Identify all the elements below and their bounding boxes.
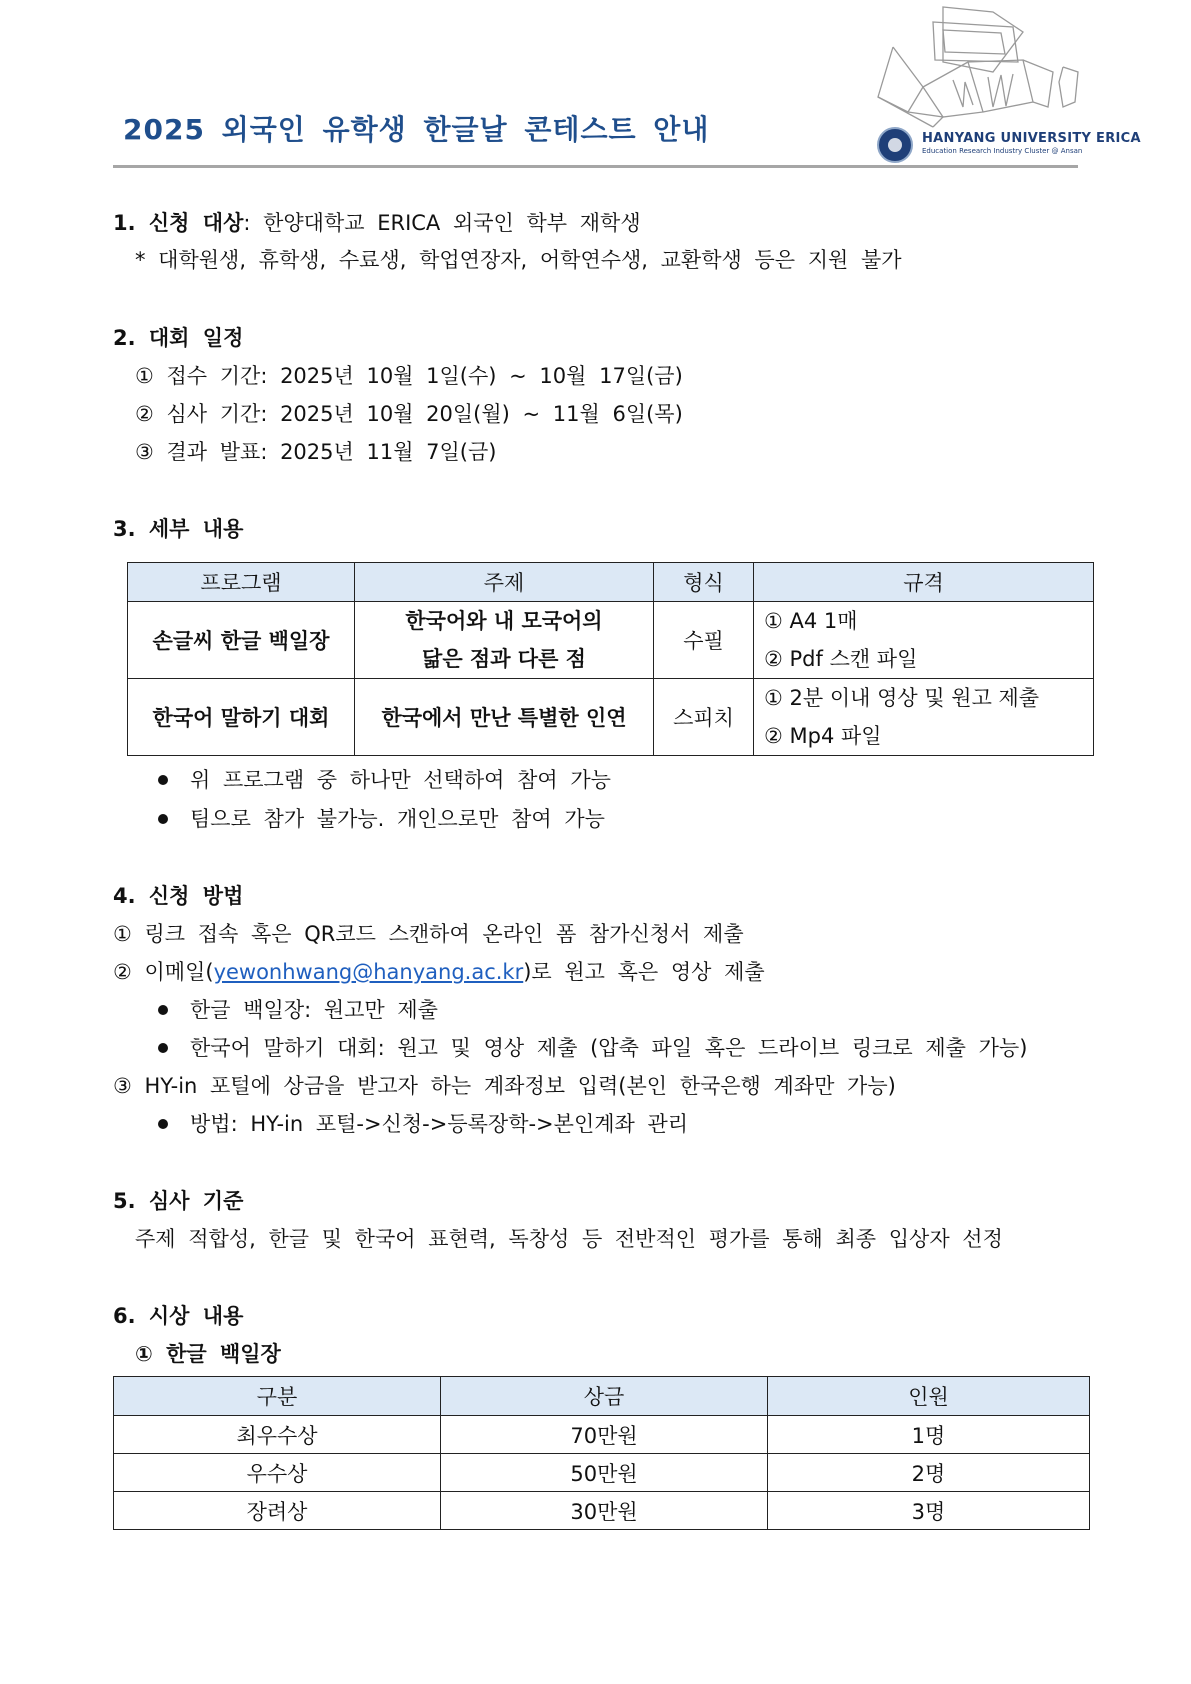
- topic-cell: 한국에서 만난 특별한 인연: [355, 679, 654, 756]
- schedule-item: ③ 결과 발표: 2025년 11월 7일(금): [135, 440, 497, 464]
- bullet-text: 한글 백일장: 원고만 제출: [190, 998, 438, 1022]
- apply-item: ① 링크 접속 혹은 QR코드 스캔하여 온라인 폼 참가신청서 제출: [113, 922, 744, 946]
- bullet-item: [158, 803, 605, 833]
- apply-item: ③ HY-in 포털에 상금을 받고자 하는 계좌정보 입력(본인 한국은행 계좌만 가능): [113, 1074, 896, 1098]
- table-cell: 1명: [768, 1416, 1090, 1454]
- university-seal-icon: [877, 127, 913, 163]
- logo-subtitle: Education Research Industry Cluster @ Ansan: [922, 147, 1083, 155]
- section-6-subheading: ① 한글 백일장: [135, 1342, 281, 1366]
- table-header-cell: 형식: [654, 563, 754, 602]
- section-6-heading: 6. 시상 내용: [113, 1304, 244, 1328]
- spec-line: ② Mp4 파일: [764, 724, 882, 748]
- table-header-cell: 구분: [114, 1377, 441, 1416]
- table-header-row: [128, 563, 1094, 602]
- spec-line: ① A4 1매: [764, 609, 858, 633]
- bullet-item: [158, 994, 438, 1024]
- email-link[interactable]: yewonhwang@hanyang.ac.kr: [213, 960, 524, 984]
- bullet-text: 방법: HY-in 포털->신청->등록장학->본인계좌 관리: [190, 1112, 689, 1136]
- table-header-row: [114, 1377, 1090, 1416]
- table-header-cell: 프로그램: [128, 563, 355, 602]
- format-cell: 수필: [654, 602, 754, 679]
- topic-cell: [355, 602, 654, 679]
- topic-line: 닮은 점과 다른 점: [422, 647, 586, 671]
- section-1-text: : 한양대학교 ERICA 외국인 학부 재학생: [243, 211, 641, 235]
- table-header-cell: 상금: [441, 1377, 768, 1416]
- table-cell: 우수상: [114, 1454, 441, 1492]
- apply-item: [113, 956, 765, 986]
- apply-item-text: ② 이메일(: [113, 960, 214, 984]
- section-5-heading: 5. 심사 기준: [113, 1189, 244, 1213]
- table-header-cell: 규격: [754, 563, 1094, 602]
- prize-table: [113, 1376, 1090, 1530]
- bullet-item: [158, 764, 611, 794]
- section-1-line: [113, 207, 641, 237]
- table-header-cell: 인원: [768, 1377, 1090, 1416]
- table-cell: 50만원: [441, 1454, 768, 1492]
- program-details-table: [127, 562, 1094, 756]
- table-row: [114, 1454, 1090, 1492]
- table-cell: 장려상: [114, 1492, 441, 1530]
- bullet-item: [158, 1108, 688, 1138]
- topic-line: 한국어와 내 모국어의: [405, 609, 603, 633]
- bullet-dot-icon: [158, 1043, 168, 1053]
- bullet-dot-icon: [158, 775, 168, 785]
- table-row: [114, 1416, 1090, 1454]
- table-row: [128, 602, 1094, 679]
- bullet-dot-icon: [158, 1119, 168, 1129]
- section-5-text: 주제 적합성, 한글 및 한국어 표현력, 독창성 등 전반적인 평가를 통해 최종 입상자 선정: [135, 1227, 1003, 1251]
- logo-name: HANYANG UNIVERSITY ERICA: [922, 131, 1141, 146]
- bullet-text: 위 프로그램 중 하나만 선택하여 참여 가능: [190, 768, 611, 792]
- bullet-text: 한국어 말하기 대회: 원고 및 영상 제출 (압축 파일 혹은 드라이브 링크로 제출 가능): [190, 1036, 1028, 1060]
- section-1-label: 1. 신청 대상: [113, 211, 244, 235]
- schedule-item: ① 접수 기간: 2025년 10월 1일(수) ~ 10월 17일(금): [135, 364, 683, 388]
- format-cell: 스피치: [654, 679, 754, 756]
- section-2-heading: 2. 대회 일정: [113, 326, 244, 350]
- bullet-dot-icon: [158, 814, 168, 824]
- table-cell: 30만원: [441, 1492, 768, 1530]
- section-3-heading: 3. 세부 내용: [113, 517, 244, 541]
- spec-cell: [754, 679, 1094, 756]
- table-cell: 최우수상: [114, 1416, 441, 1454]
- spec-line: ① 2분 이내 영상 및 원고 제출: [764, 686, 1040, 710]
- section-4-heading: 4. 신청 방법: [113, 884, 244, 908]
- table-row: [114, 1492, 1090, 1530]
- table-cell: 3명: [768, 1492, 1090, 1530]
- table-cell: 70만원: [441, 1416, 768, 1454]
- program-cell: 손글씨 한글 백일장: [128, 602, 355, 679]
- bullet-text: 팀으로 참가 불가능. 개인으로만 참여 가능: [190, 807, 605, 831]
- bullet-dot-icon: [158, 1005, 168, 1015]
- schedule-item: ② 심사 기간: 2025년 10월 20일(월) ~ 11월 6일(목): [135, 402, 683, 426]
- page-title: 2025 외국인 유학생 한글날 콘테스트 안내: [123, 113, 710, 146]
- bullet-item: [158, 1032, 1027, 1062]
- program-cell: 한국어 말하기 대회: [128, 679, 355, 756]
- spec-cell: [754, 602, 1094, 679]
- table-cell: 2명: [768, 1454, 1090, 1492]
- table-header-cell: 주제: [355, 563, 654, 602]
- spec-line: ② Pdf 스캔 파일: [764, 647, 918, 671]
- table-row: [128, 679, 1094, 756]
- section-1-note: * 대학원생, 휴학생, 수료생, 학업연장자, 어학연수생, 교환학생 등은 지원 불가: [135, 248, 902, 272]
- apply-item-text: )로 원고 혹은 영상 제출: [523, 960, 765, 984]
